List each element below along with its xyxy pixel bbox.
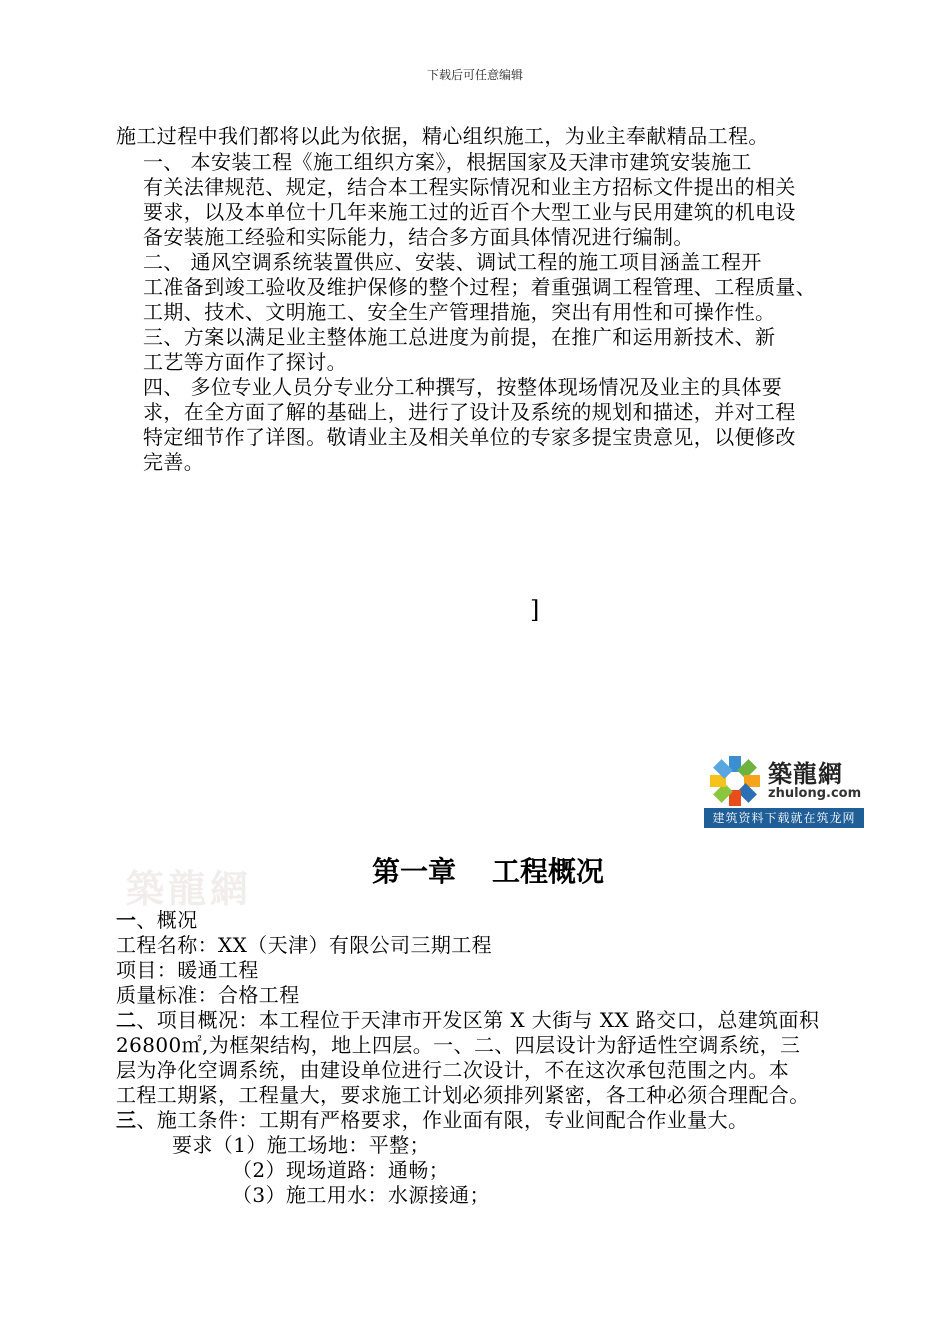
requirement-item: （2）现场道路：通畅； xyxy=(232,1158,450,1182)
zhulong-logo xyxy=(704,750,864,828)
section2-text: 、项目概况：本工程位于天津市开发区第 X 大街与 XX 路交口，总建筑面积 xyxy=(136,1008,820,1032)
section1-number: 一 xyxy=(116,908,137,932)
section2-number: 二 xyxy=(116,1008,137,1032)
section3-text: 、施工条件：工期有严格要求，作业面有限，专业间配合作业量大。 xyxy=(136,1108,749,1132)
intro-p2-line: 工期、技术、文明施工、安全生产管理措施，突出有用性和可操作性。 xyxy=(143,300,776,324)
chapter-number: 第一章 xyxy=(371,855,456,888)
intro-p4-line: 四、 多位专业人员分专业分工种撰写，按整体现场情况及业主的具体要 xyxy=(143,375,783,399)
section3-line xyxy=(116,1108,748,1133)
requirement-item: 要求（1）施工场地：平整； xyxy=(172,1133,430,1157)
intro-p4-line: 求，在全方面了解的基础上，进行了设计及系统的规划和描述，并对工程 xyxy=(143,400,796,424)
intro-p2-line: 工准备到竣工验收及维护保修的整个过程；着重强调工程管理、工程质量、 xyxy=(143,275,817,299)
intro-p3-line: 工艺等方面作了探讨。 xyxy=(143,350,347,374)
intro-p1-line: 一、 本安装工程《施工组织方案》，根据国家及天津市建筑安装施工 xyxy=(143,150,752,174)
zhulong-logo-mark-icon xyxy=(708,754,762,808)
intro-p3-line: 三、方案以满足业主整体施工总进度为前提，在推广和运用新技术、新 xyxy=(143,325,776,349)
intro-line: 施工过程中我们都将以此为依据，精心组织施工，为业主奉献精品工程。 xyxy=(116,124,769,148)
project-item: 项目：暖通工程 xyxy=(116,958,259,982)
logo-slogan: 建筑资料下载就在筑龙网 xyxy=(704,808,864,828)
section1-heading-text: 、概况 xyxy=(136,908,198,932)
logo-chinese-name: 築龍網 xyxy=(768,759,843,788)
intro-p2-line: 二、 通风空调系统装置供应、安装、调试工程的施工项目涵盖工程开 xyxy=(143,250,762,274)
logo-domain: zhulong.com xyxy=(768,786,862,801)
stray-bracket: ] xyxy=(530,596,540,624)
section3-number: 三 xyxy=(116,1108,137,1132)
quality-standard: 质量标准：合格工程 xyxy=(116,983,300,1007)
intro-p1-line: 有关法律规范、规定，结合本工程实际情况和业主方招标文件提出的相关 xyxy=(143,175,796,199)
intro-p4-line: 特定细节作了详图。敬请业主及相关单位的专家多提宝贵意见，以便修改 xyxy=(143,425,796,449)
chapter-title xyxy=(0,850,950,890)
chapter-name: 工程概况 xyxy=(492,855,605,888)
section2-line xyxy=(116,1008,819,1033)
section1-heading xyxy=(116,908,198,933)
section2-line: 层为净化空调系统，由建设单位进行二次设计，不在这次承包范围之内。本 xyxy=(116,1058,790,1082)
intro-p1-line: 要求，以及本单位十几年来施工过的近百个大型工业与民用建筑的机电设 xyxy=(143,200,796,224)
intro-p4-line: 完善。 xyxy=(143,450,205,474)
section2-line: 26800㎡,为框架结构，地上四层。一、二、四层设计为舒适性空调系统，三 xyxy=(116,1033,801,1057)
project-name: 工程名称：XX（天津）有限公司三期工程 xyxy=(116,933,493,957)
intro-p1-line: 备安装施工经验和实际能力，结合多方面具体情况进行编制。 xyxy=(143,225,694,249)
section2-line: 工程工期紧，工程量大，要求施工计划必须排列紧密，各工种必须合理配合。 xyxy=(116,1083,810,1107)
watermark: 築龍網 xyxy=(126,866,253,911)
header-note: 下载后可任意编辑 xyxy=(426,68,523,82)
requirement-item: （3）施工用水：水源接通； xyxy=(232,1183,490,1207)
